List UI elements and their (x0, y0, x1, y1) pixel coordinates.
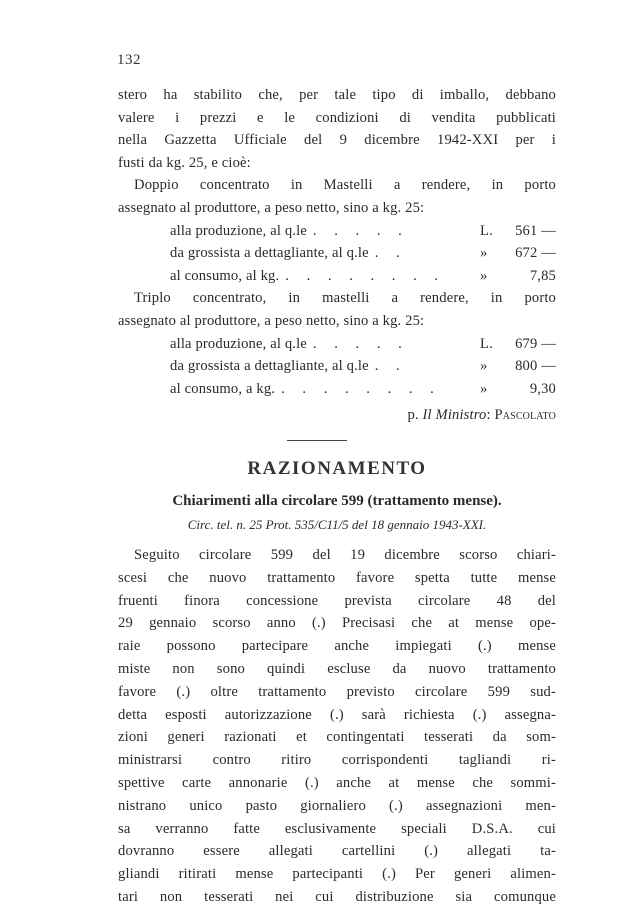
price-value: 679 — (515, 335, 556, 352)
section-subtitle: Chiarimenti alla circolare 599 (trattamento mense). (172, 493, 502, 509)
price-currency: » (480, 380, 488, 397)
intro-line: fusti da kg. 25, e cioè: (118, 154, 251, 171)
price-row (118, 333, 556, 356)
price-row (118, 242, 556, 265)
price-label: al consumo, al kg. (170, 267, 280, 284)
body-line: tari non tesserati nei cui distribuzione sia comunque (118, 888, 556, 905)
price-label: alla produzione, al q.le (170, 222, 307, 239)
intro-line: stero ha stabilito che, per tale tipo di imballo, debbano (118, 87, 556, 103)
body-line: favore (.) oltre trattamento previsto circolare 599 sud- (118, 683, 556, 700)
section-reference: Circ. tel. n. 25 Prot. 535/C11/5 del 18 gennaio 1943-XXI. (187, 517, 487, 532)
circular-text (118, 544, 556, 909)
body-line: scesi che nuovo trattamento favore spetta tutte mense (118, 569, 556, 586)
decree-text (118, 84, 556, 427)
price-currency: L. (480, 335, 493, 352)
triple-concentrate-line: assegnato al produttore, a peso netto, sino a kg. 25: (118, 312, 425, 329)
price-dots: . . . . . . . . (285, 267, 446, 284)
price-currency: » (480, 267, 488, 284)
body-line: 29 gennaio scorso anno (.) Precisasi che at mense ope- (118, 615, 556, 632)
price-currency: » (480, 245, 488, 262)
body-line: sa verranno fatte esclusivamente speciali D.S.A. cui (118, 820, 556, 837)
body-line: gliandi ritirati mense partecipanti (.) Per generi alimen- (118, 866, 556, 883)
section-divider (287, 440, 347, 441)
price-value: 9,30 (529, 380, 556, 397)
signature-name: Pascolato (494, 407, 556, 424)
body-line: nistrano unico pasto giornaliero (.) assegnazioni men- (118, 797, 556, 814)
price-label: alla produzione, al q.le (170, 335, 307, 352)
section-title: RAZIONAMENTO (247, 458, 427, 479)
signature-separator: : (486, 407, 491, 424)
body-line: miste non sono quindi escluse da nuovo trattamento (118, 660, 556, 677)
intro-line: nella Gazzetta Ufficiale del 9 dicembre 1942-XXI per i (118, 132, 556, 149)
body-line: zioni generi razionati et contingentati tesserati da som- (118, 729, 556, 746)
price-value: 672 — (515, 245, 556, 262)
price-currency: » (480, 358, 488, 375)
signature-title: Il Ministro (422, 407, 487, 424)
price-dots: . . . . . (312, 222, 409, 239)
body-line: Seguito circolare 599 del 19 dicembre scorso chiari- (134, 547, 556, 563)
price-value: 561 — (515, 222, 556, 239)
price-label: al consumo, a kg. (170, 380, 276, 397)
price-currency: L. (480, 222, 493, 239)
body-line: ministrarsi contro ritiro corrispondenti tagliandi ri- (118, 752, 556, 769)
price-dots: . . . . . . . . (281, 380, 441, 397)
body-line: spettive carte annonarie (.) anche at mense che sommi- (118, 774, 556, 791)
body-line: fruenti finora concessione prevista circolare 48 del (118, 592, 556, 609)
price-row (118, 378, 556, 401)
price-value: 800 — (515, 358, 556, 375)
price-label: da grossista a dettagliante, al q.le (170, 245, 369, 262)
page-number: 132 (117, 52, 141, 68)
signature-prefix: p. (407, 407, 419, 424)
intro-line: valere i prezzi e le condizioni di vendita pubblicati (118, 109, 556, 126)
body-line: dovranno essere allegati cartellini (.) allegati ta- (118, 843, 556, 860)
price-row (118, 265, 556, 288)
triple-concentrate-line: Triplo concentrato, in mastelli a rendere, in porto (134, 290, 556, 307)
price-row (118, 220, 556, 243)
price-value: 7,85 (529, 267, 556, 284)
price-row (118, 355, 556, 378)
price-label: da grossista a dettagliante, al q.le (170, 358, 369, 375)
signature (118, 404, 556, 427)
double-concentrate-line: Doppio concentrato in Mastelli a rendere, in porto (134, 177, 556, 194)
double-concentrate-line: assegnato al produttore, a peso netto, sino a kg. 25: (118, 199, 425, 216)
body-line: raie possono partecipare anche impiegati (.) mense (118, 638, 556, 655)
price-dots: . . (374, 245, 407, 262)
body-line: detta esposti autorizzazione (.) sarà richiesta (.) assegna- (118, 706, 556, 723)
price-dots: . . . . . (312, 335, 409, 352)
price-dots: . . (374, 358, 407, 375)
